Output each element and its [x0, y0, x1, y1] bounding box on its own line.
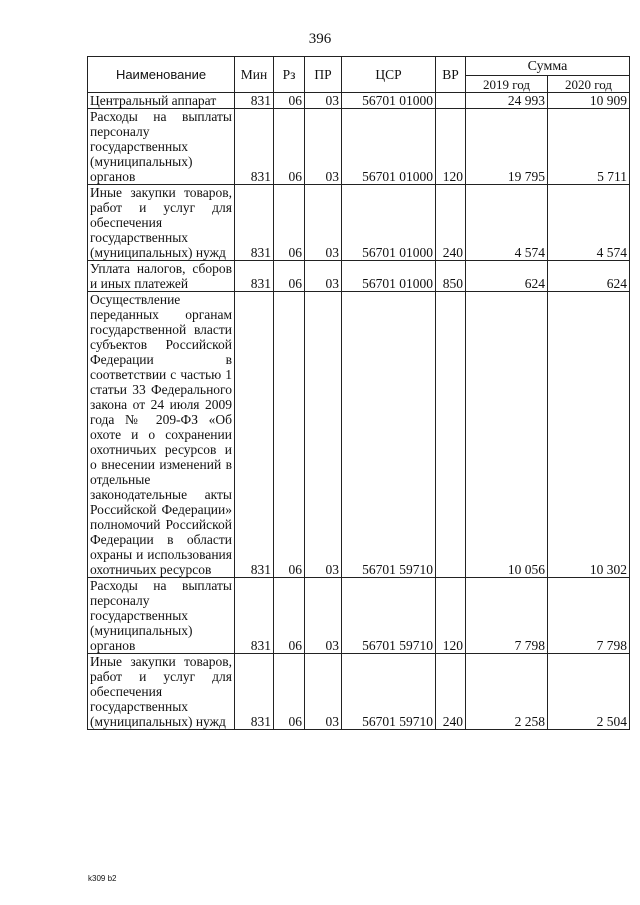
table-row [88, 292, 630, 578]
header-csr: ЦСР [342, 57, 436, 93]
header-name: Наименование [88, 57, 235, 93]
row-pr: 03 [305, 109, 342, 185]
row-rz: 06 [274, 292, 305, 578]
row-rz: 06 [274, 93, 305, 109]
page-number: 396 [308, 31, 332, 47]
table-row [88, 185, 630, 261]
header-year-2020: 2020 год [548, 76, 630, 93]
table-row [88, 578, 630, 654]
row-min: 831 [235, 93, 274, 109]
row-pr: 03 [305, 93, 342, 109]
row-sum-2020: 4 574 [548, 185, 630, 261]
row-vr [436, 292, 466, 578]
row-vr: 850 [436, 261, 466, 292]
row-min: 831 [235, 185, 274, 261]
row-sum-2019: 624 [466, 261, 548, 292]
row-sum-2019: 10 056 [466, 292, 548, 578]
row-name: Иные закупки товаров, работ и услуг для обеспечения государственных (муниципальных) нужд [88, 185, 235, 261]
row-csr: 56701 59710 [342, 292, 436, 578]
row-pr: 03 [305, 261, 342, 292]
row-csr: 56701 01000 [342, 109, 436, 185]
table-row [88, 654, 630, 730]
row-pr: 03 [305, 292, 342, 578]
row-sum-2020: 7 798 [548, 578, 630, 654]
row-sum-2020: 10 909 [548, 93, 630, 109]
row-sum-2019: 19 795 [466, 109, 548, 185]
header-year-2019: 2019 год [466, 76, 548, 93]
row-csr: 56701 01000 [342, 185, 436, 261]
row-min: 831 [235, 654, 274, 730]
table-row [88, 93, 630, 109]
row-min: 831 [235, 578, 274, 654]
row-name: Расходы на выплаты персоналу государственных (муниципальных) органов [88, 578, 235, 654]
row-vr [436, 93, 466, 109]
row-pr: 03 [305, 654, 342, 730]
row-sum-2020: 624 [548, 261, 630, 292]
header-rz: Рз [274, 57, 305, 93]
row-pr: 03 [305, 185, 342, 261]
document-code: k309 b2 [88, 874, 117, 883]
row-sum-2019: 4 574 [466, 185, 548, 261]
row-sum-2020: 2 504 [548, 654, 630, 730]
row-csr: 56701 59710 [342, 578, 436, 654]
row-sum-2019: 2 258 [466, 654, 548, 730]
row-vr: 120 [436, 109, 466, 185]
budget-table [87, 56, 630, 730]
row-name: Центральный аппарат [88, 93, 235, 109]
row-vr: 240 [436, 185, 466, 261]
table-row [88, 109, 630, 185]
row-csr: 56701 01000 [342, 93, 436, 109]
row-sum-2019: 7 798 [466, 578, 548, 654]
row-vr: 240 [436, 654, 466, 730]
header-pr: ПР [305, 57, 342, 93]
row-csr: 56701 01000 [342, 261, 436, 292]
row-min: 831 [235, 109, 274, 185]
row-rz: 06 [274, 109, 305, 185]
header-sum: Сумма [466, 57, 630, 76]
row-sum-2019: 24 993 [466, 93, 548, 109]
row-csr: 56701 59710 [342, 654, 436, 730]
row-rz: 06 [274, 654, 305, 730]
row-sum-2020: 5 711 [548, 109, 630, 185]
row-name: Уплата налогов, сборов и иных платежей [88, 261, 235, 292]
header-row [88, 57, 630, 76]
row-min: 831 [235, 292, 274, 578]
row-min: 831 [235, 261, 274, 292]
row-rz: 06 [274, 578, 305, 654]
row-sum-2020: 10 302 [548, 292, 630, 578]
header-min: Мин [235, 57, 274, 93]
row-name: Иные закупки товаров, работ и услуг для обеспечения государственных (муниципальных) нужд [88, 654, 235, 730]
row-name: Расходы на выплаты персоналу государственных (муниципальных) органов [88, 109, 235, 185]
row-name: Осуществление переданных органам государственной власти субъектов Российской Федерации в соответствии с частью 1 статьи 33 Федерального закона от 24 июля 2009 года № 209-ФЗ «Об охоте и о сохранении охотничьих ресурсов и о внесении изменений в отдельные законодательные акты Российской Федерации» полномочий Российской Федерации в области охраны и использования охотничьих ресурсов [88, 292, 235, 578]
row-rz: 06 [274, 261, 305, 292]
table-row [88, 261, 630, 292]
row-pr: 03 [305, 578, 342, 654]
row-rz: 06 [274, 185, 305, 261]
row-vr: 120 [436, 578, 466, 654]
header-vr: ВР [436, 57, 466, 93]
